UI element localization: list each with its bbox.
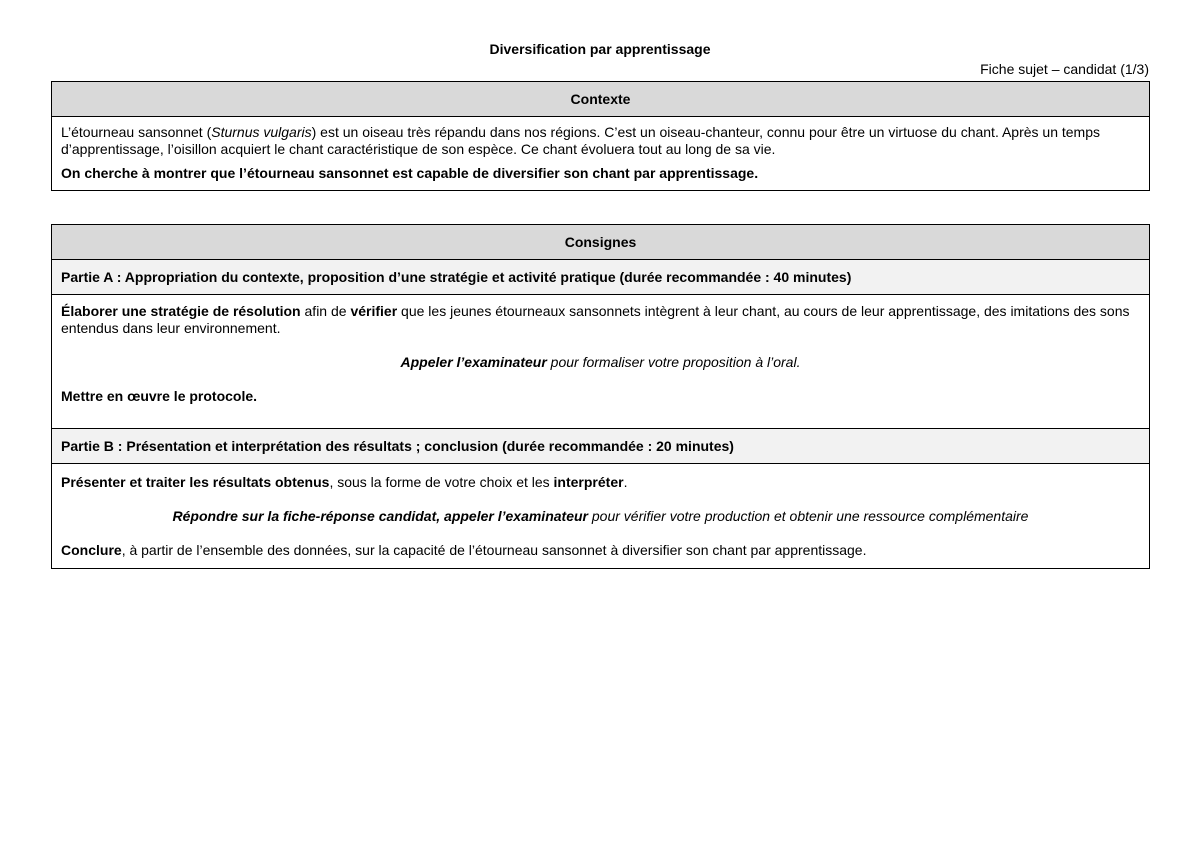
partie-a-call-examiner: Appeler l’examinateur [400,354,547,370]
contexte-table [51,81,1150,191]
partie-b-call-text: pour vérifier votre production et obtenir une ressource complémentaire [588,508,1029,524]
partie-b-call-examiner: Répondre sur la fiche-réponse candidat, appeler l’examinateur [172,508,588,524]
partie-b-bold-2: interpréter [553,474,624,490]
partie-b-title: Partie B : Présentation et interprétation des résultats ; conclusion (durée recommandée : 20 minutes) [52,429,1150,464]
partie-a-paragraph-3: Mettre en œuvre le protocole. [61,388,258,404]
partie-a-body [52,295,1150,429]
partie-b-paragraph-3 [61,542,1140,559]
partie-a-text-2: que les jeunes étourneaux sansonnets intègrent à leur chant, au cours de leur apprentissage, des imitations des sons entendus dans leur environnement. [61,303,1130,336]
contexte-heading: Contexte [52,82,1150,117]
consignes-heading: Consignes [52,225,1150,260]
partie-a-bold-1: Élaborer une stratégie de résolution [61,303,301,319]
partie-a-title: Partie A : Appropriation du contexte, proposition d’une stratégie et activité pratique (durée recommandée : 40 minutes) [52,260,1150,295]
contexte-body [52,117,1150,191]
partie-b-conclure-text: , à partir de l’ensemble des données, sur la capacité de l’étourneau sansonnet à diversifier son chant par apprentissage. [121,542,867,558]
partie-a-paragraph-2 [61,354,1140,371]
partie-b-body [52,464,1150,569]
page-title: Diversification par apprentissage [489,41,711,57]
contexte-paragraph [61,124,1140,158]
partie-b-paragraph-2 [61,508,1140,525]
partie-b-bold-1: Présenter et traiter les résultats obtenus [61,474,330,490]
partie-a-text-1: afin de [300,303,351,319]
species-name: Sturnus vulgaris [211,124,312,140]
partie-b-text-2: . [623,474,628,490]
partie-a-paragraph-1 [61,303,1140,337]
partie-a-call-text: pour formaliser votre proposition à l’oral. [546,354,801,370]
contexte-text-2: ) est un oiseau très répandu dans nos régions. C’est un oiseau-chanteur, connu pour être un virtuose du chant. Après un temps d’apprentissage, l’oisillon acquiert le chant caractéristique de son espèce. Ce chant évoluera tout au long de sa vie. [61,124,1100,157]
consignes-table [51,224,1150,569]
contexte-text-1: L’étourneau sansonnet ( [61,124,212,140]
fiche-label: Fiche sujet – candidat (1/3) [980,61,1149,77]
partie-b-text-1: , sous la forme de votre choix et les [329,474,554,490]
partie-a-bold-2: vérifier [350,303,398,319]
contexte-question: On cherche à montrer que l’étourneau sansonnet est capable de diversifier son chant par apprentissage. [61,165,759,181]
partie-b-conclure: Conclure [61,542,122,558]
partie-b-paragraph-1 [61,474,1140,491]
